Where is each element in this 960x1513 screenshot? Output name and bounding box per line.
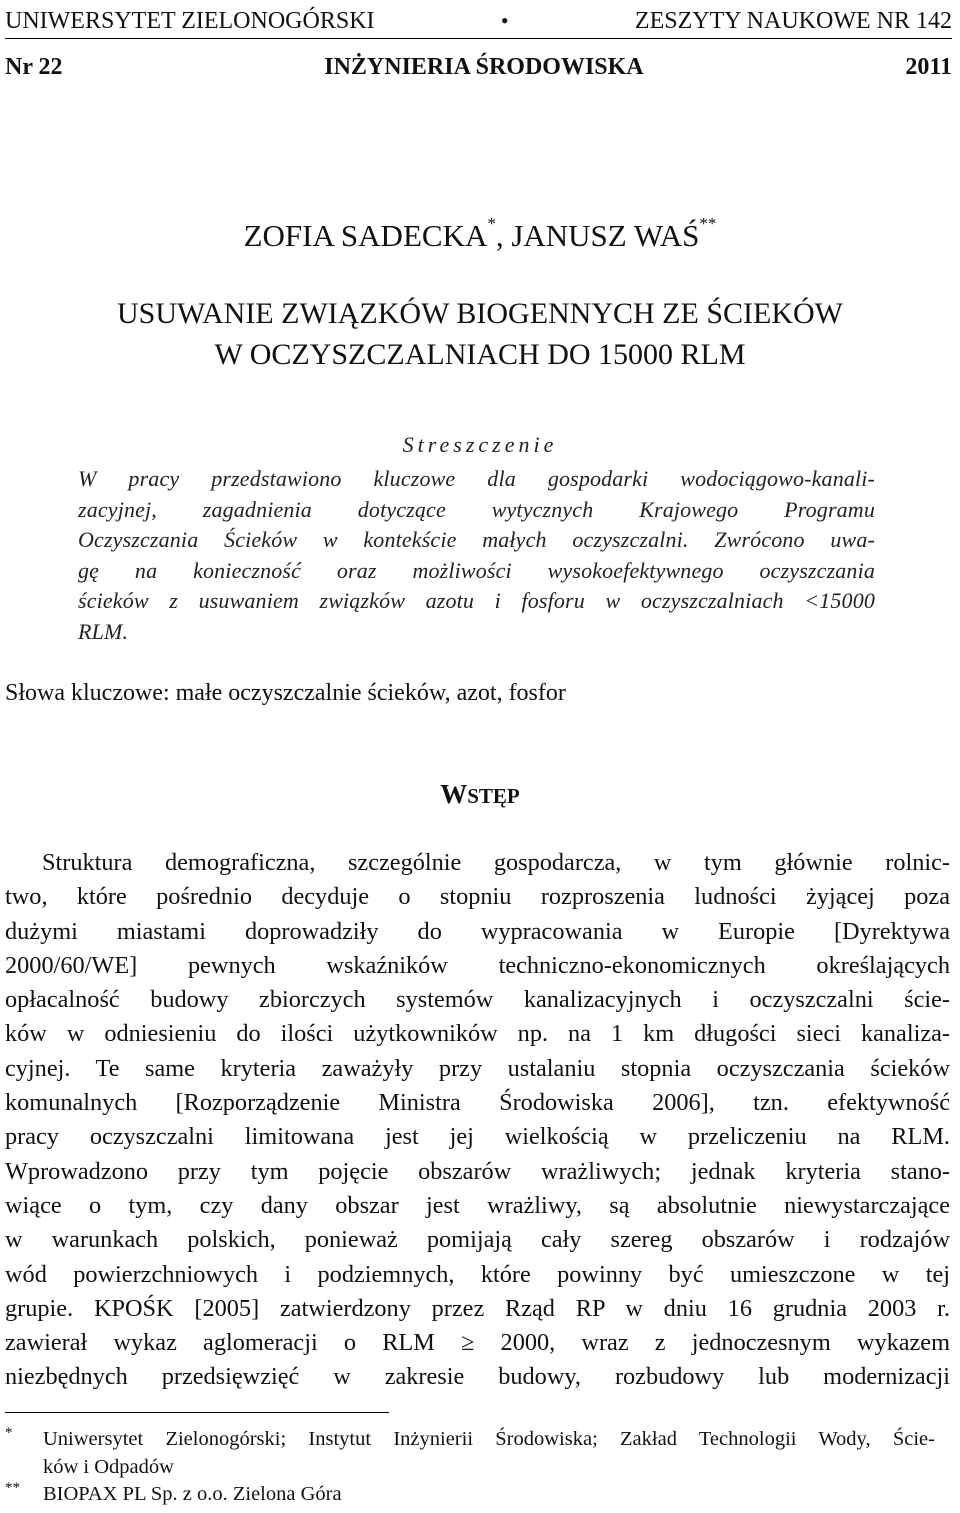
abstract-heading: Streszczenie <box>402 432 558 457</box>
author-list <box>0 214 960 254</box>
body-line: pracy oczyszczalni limitowana jest jej wielkością w przeliczeniu na RLM. <box>5 1123 950 1151</box>
footnote-line: ków i Odpadów <box>43 1455 174 1478</box>
footnote-separator <box>5 1412 389 1413</box>
paper-title <box>0 293 960 375</box>
body-line: Wprowadzono przy tym pojęcie obszarów wrażliwych; jednak kryteria stano- <box>5 1157 950 1185</box>
footnote <box>5 1426 935 1481</box>
body-line: wiące o tym, czy dany obszar jest wrażliwy, są absolutnie niewystarczające <box>5 1191 950 1219</box>
footnote-line: Uniwersytet Zielonogórski; Instytut Inżynierii Środowiska; Zakład Technologii Wody, Ście- <box>43 1428 935 1450</box>
author-affiliation-mark: ** <box>699 214 717 233</box>
header-bullet-separator: • <box>500 8 509 33</box>
section-heading-initial: W <box>440 779 468 809</box>
footnotes <box>5 1426 935 1509</box>
abstract-line: RLM. <box>78 618 129 644</box>
abstract-line: Oczyszczania Ścieków w kontekście małych oczyszczalni. Zwrócono uwa- <box>78 527 875 552</box>
body-line: opłacalność budowy zbiorczych systemów kanalizacyjnych i oczyszczalni ście- <box>5 986 950 1014</box>
body-line: ków w odniesieniu do ilości użytkowników np. na 1 km długości sieci kanaliza- <box>5 1020 950 1048</box>
body-line: zawierał wykaz aglomeracji o RLM ≥ 2000, wraz z jednoczesnym wykazem <box>5 1329 950 1357</box>
body-line: two, które pośrednio decyduje o stopniu rozproszenia ludności żyjącej poza <box>5 883 950 911</box>
body-line: dużymi miastami doprowadziły do wypracowania w Europie [Dyrektywa <box>5 917 950 945</box>
header-series: ZESZYTY NAUKOWE NR 142 <box>634 7 952 34</box>
body-line: komunalnych [Rozporządzenie Ministra Środowiska 2006], tzn. efektywność <box>5 1089 950 1117</box>
author-affiliation-mark: * <box>487 214 496 233</box>
header-year: 2011 <box>905 53 952 80</box>
author-separator: , <box>495 218 512 253</box>
header-discipline: INŻYNIERIA ŚRODOWISKA <box>324 53 644 80</box>
footnote-mark: * <box>5 1425 13 1441</box>
abstract-body <box>78 464 875 647</box>
abstract-line: W pracy przedstawiono kluczowe dla gospodarki wodociągowo-kanali- <box>78 466 875 491</box>
author-name: JANUSZ WAŚ <box>511 218 700 253</box>
footnote-mark: ** <box>5 1480 20 1496</box>
section-heading-rest: STĘP <box>467 784 520 808</box>
body-line: 2000/60/WE] pewnych wskaźników techniczno-ekonomicznych określających <box>5 951 950 979</box>
body-line: niezbędnych przedsięwzięć w zakresie budowy, rozbudowy lub modernizacji <box>5 1363 950 1391</box>
section-heading <box>0 779 960 810</box>
body-line: cyjnej. Te same kryteria zaważyły przy ustalaniu stopnia oczyszczania ścieków <box>5 1054 950 1082</box>
paper-title-line: USUWANIE ZWIĄZKÓW BIOGENNYCH ZE ŚCIEKÓW <box>116 297 843 330</box>
header-university: UNIWERSYTET ZIELONOGÓRSKI <box>5 7 375 34</box>
body-line: Struktura demograficzna, szczególnie gospodarcza, w tym głównie rolnic- <box>42 849 950 876</box>
abstract-line: zacyjnej, zagadnienia dotyczące wytycznych Krajowego Programu <box>78 496 875 522</box>
footnote-line: BIOPAX PL Sp. z o.o. Zielona Góra <box>43 1483 342 1505</box>
body-line: grupie. KPOŚK [2005] zatwierdzony przez Rząd RP w dniu 16 grudnia 2003 r. <box>5 1294 950 1322</box>
body-line: w warunkach polskich, ponieważ pomijają cały szereg obszarów i rodzajów <box>5 1226 950 1254</box>
body-paragraph <box>5 846 950 1395</box>
body-line: wód powierzchniowych i podziemnych, które powinny być umieszczone w tej <box>5 1260 950 1288</box>
running-header-bottom <box>5 50 952 84</box>
header-issue: Nr 22 <box>5 53 63 80</box>
abstract-line: gę na konieczność oraz możliwości wysokoefektywnego oczyszczania <box>78 557 875 583</box>
footnote <box>5 1481 935 1509</box>
abstract-line: ścieków z usuwaniem związków azotu i fosforu w oczyszczalniach <15000 <box>78 588 875 613</box>
keywords: Słowa kluczowe: małe oczyszczalnie ścieków, azot, fosfor <box>5 680 566 706</box>
paper-title-line: W OCZYSZCZALNIACH DO 15000 RLM <box>214 338 746 371</box>
running-header-top <box>5 4 952 39</box>
author-name: ZOFIA SADECKA <box>243 218 488 253</box>
